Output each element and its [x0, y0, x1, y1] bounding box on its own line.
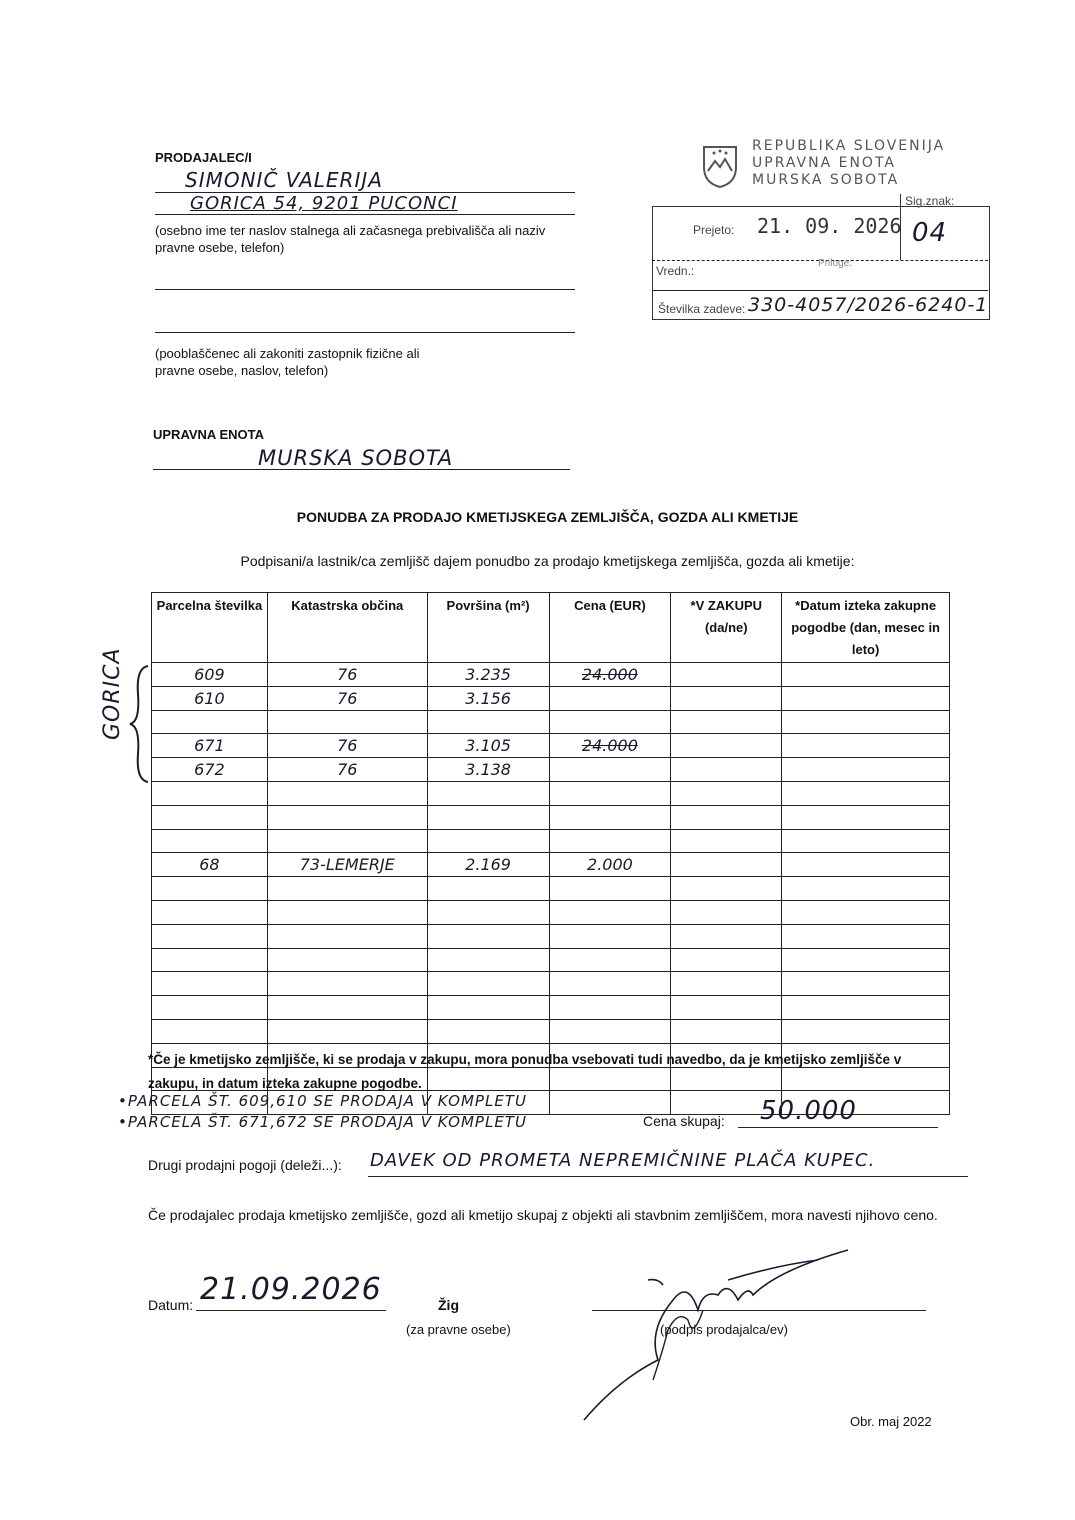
table-row — [152, 781, 950, 805]
table-cell — [427, 924, 549, 948]
table-cell: 609 — [152, 663, 268, 687]
form-version: Obr. maj 2022 — [850, 1414, 932, 1429]
table-cell — [152, 996, 268, 1020]
table-cell — [671, 996, 782, 1020]
table-row — [152, 948, 950, 972]
stamp-line2: UPRAVNA ENOTA — [752, 155, 896, 171]
table-cell — [267, 948, 427, 972]
table-row — [152, 686, 950, 710]
conditions-value: DAVEK OD PROMETA NEPREMIČNINE PLAČA KUPEC. — [370, 1150, 876, 1171]
table-cell — [671, 1019, 782, 1043]
table-cell — [549, 686, 671, 710]
table-cell — [782, 900, 950, 924]
table-cell — [152, 805, 268, 829]
seller-label: PRODAJALEC/I — [155, 150, 252, 165]
col-header: *Datum izteka zakupne pogodbe (dan, mesec in leto) — [782, 593, 950, 663]
table-cell — [671, 663, 782, 687]
total-label: Cena skupaj: — [643, 1113, 725, 1129]
table-cell: 2.000 — [549, 853, 671, 877]
table-cell — [549, 758, 671, 782]
table-cell: 24.000 — [549, 734, 671, 758]
table-cell — [671, 924, 782, 948]
table-cell — [427, 996, 549, 1020]
table-cell — [267, 829, 427, 853]
table-cell — [782, 972, 950, 996]
table-cell — [152, 1019, 268, 1043]
seller-address: GORICA 54, 9201 PUCONCI — [190, 193, 458, 214]
table-cell — [427, 948, 549, 972]
prejeto-value: 21. 09. 2026 — [757, 214, 902, 238]
note-2: •PARCELA ŠT. 671,672 SE PRODAJA V KOMPLETU — [118, 1113, 527, 1131]
table-cell — [671, 781, 782, 805]
table-cell — [671, 948, 782, 972]
total-value: 50.000 — [760, 1096, 857, 1126]
zig-hint: (za pravne osebe) — [406, 1322, 511, 1337]
vredn-label: Vredn.: — [656, 264, 695, 278]
table-cell — [267, 972, 427, 996]
stevilka-value: 330-4057/2026-6240-1 — [748, 294, 989, 316]
zig-label: Žig — [438, 1297, 459, 1313]
table-row — [152, 853, 950, 877]
table-cell — [782, 996, 950, 1020]
table-cell — [549, 1019, 671, 1043]
datum-line — [196, 1310, 386, 1311]
table-cell — [267, 900, 427, 924]
conditions-label: Drugi prodajni pogoji (deleži...): — [148, 1157, 342, 1173]
margin-note: GORICA — [100, 647, 125, 740]
blank-line-2 — [155, 332, 575, 333]
table-row — [152, 900, 950, 924]
intro-text: Podpisani/a lastnik/ca zemljišč dajem ponudbo za prodajo kmetijskega zemljišča, gozda ali kmetije: — [240, 553, 855, 569]
table-cell: 610 — [152, 686, 268, 710]
page-title: PONUDBA ZA PRODAJO KMETIJSKEGA ZEMLJIŠČA, GOZDA ALI KMETIJE — [296, 509, 799, 525]
table-cell — [782, 924, 950, 948]
table-row — [152, 734, 950, 758]
table-cell — [427, 877, 549, 901]
table-row — [152, 996, 950, 1020]
table-cell: 2.169 — [427, 853, 549, 877]
table-row — [152, 758, 950, 782]
table-cell — [267, 1019, 427, 1043]
table-cell — [549, 710, 671, 734]
table-cell — [152, 948, 268, 972]
total-line — [738, 1127, 938, 1128]
table-cell: 76 — [267, 758, 427, 782]
table-cell — [152, 710, 268, 734]
table-cell — [782, 877, 950, 901]
table-cell — [427, 710, 549, 734]
priloge-label: Priloge: — [818, 258, 852, 269]
table-row — [152, 829, 950, 853]
table-cell — [671, 805, 782, 829]
parcel-table — [151, 592, 950, 1115]
table-cell — [549, 900, 671, 924]
table-cell — [782, 1019, 950, 1043]
table-cell — [427, 781, 549, 805]
table-cell: 76 — [267, 686, 427, 710]
col-header: Cena (EUR) — [549, 593, 671, 663]
table-cell — [427, 805, 549, 829]
table-row — [152, 663, 950, 687]
col-header: Katastrska občina — [267, 593, 427, 663]
ue-line — [153, 469, 570, 470]
table-cell — [549, 781, 671, 805]
table-cell — [427, 900, 549, 924]
coat-of-arms-icon — [700, 143, 740, 189]
signature-label: (podpis prodajalca/ev) — [660, 1322, 788, 1337]
table-cell — [782, 853, 950, 877]
blank-line-1 — [155, 289, 575, 290]
table-cell — [671, 900, 782, 924]
handwritten-signature — [578, 1240, 878, 1435]
sig-value: 04 — [912, 218, 948, 248]
table-cell — [152, 829, 268, 853]
table-cell: 24.000 — [549, 663, 671, 687]
table-cell — [782, 829, 950, 853]
table-cell — [782, 805, 950, 829]
table-cell: 76 — [267, 734, 427, 758]
seller-hint: (osebno ime ter naslov stalnega ali začasnega prebivališča ali naziv pravne osebe, telefon) — [155, 223, 546, 255]
table-cell — [427, 1019, 549, 1043]
stamp-line1: REPUBLIKA SLOVENIJA — [752, 138, 946, 154]
table-row — [152, 710, 950, 734]
ue-value: MURSKA SOBOTA — [258, 446, 454, 470]
table-cell — [549, 996, 671, 1020]
table-cell — [671, 686, 782, 710]
datum-label: Datum: — [148, 1297, 194, 1313]
table-cell — [267, 710, 427, 734]
table-cell — [782, 781, 950, 805]
conditions-line — [368, 1176, 968, 1177]
table-cell — [782, 758, 950, 782]
rep-hint: (pooblaščenec ali zakoniti zastopnik fizične ali pravne osebe, naslov, telefon) — [155, 346, 420, 378]
ue-label: UPRAVNA ENOTA — [153, 427, 264, 442]
table-cell: 68 — [152, 853, 268, 877]
datum-value: 21.09.2026 — [200, 1272, 382, 1307]
table-cell — [267, 996, 427, 1020]
table-cell — [782, 734, 950, 758]
table-cell — [782, 686, 950, 710]
table-cell — [427, 829, 549, 853]
seller-address-line — [155, 214, 575, 215]
prejeto-label: Prejeto: — [693, 223, 735, 237]
table-cell — [671, 877, 782, 901]
table-cell: 672 — [152, 758, 268, 782]
table-cell — [152, 877, 268, 901]
table-cell: 3.138 — [427, 758, 549, 782]
table-cell: 3.156 — [427, 686, 549, 710]
col-header: Površina (m²) — [427, 593, 549, 663]
table-cell: 73-LEMERJE — [267, 853, 427, 877]
stamp-divider-2 — [652, 290, 988, 291]
table-cell: 76 — [267, 663, 427, 687]
table-cell — [671, 829, 782, 853]
table-row — [152, 877, 950, 901]
table-cell — [671, 710, 782, 734]
note-1: •PARCELA ŠT. 609,610 SE PRODAJA V KOMPLETU — [118, 1092, 527, 1110]
table-row — [152, 924, 950, 948]
table-cell — [782, 710, 950, 734]
sig-label: Sig.znak: — [905, 194, 955, 208]
table-cell — [671, 972, 782, 996]
stevilka-label: Številka zadeve: — [658, 302, 746, 316]
table-cell — [152, 900, 268, 924]
table-cell — [549, 948, 671, 972]
table-row — [152, 805, 950, 829]
seller-name: SIMONIČ VALERIJA — [185, 168, 383, 192]
table-cell — [782, 663, 950, 687]
table-cell — [671, 734, 782, 758]
table-cell — [152, 924, 268, 948]
table-cell — [549, 877, 671, 901]
table-cell: 3.235 — [427, 663, 549, 687]
brace-icon — [128, 664, 152, 789]
col-header: Parcelna številka — [152, 593, 268, 663]
table-cell — [267, 877, 427, 901]
table-cell — [152, 972, 268, 996]
table-cell — [671, 758, 782, 782]
table-cell — [267, 805, 427, 829]
table-cell — [782, 948, 950, 972]
table-cell — [427, 972, 549, 996]
col-header: *V ZAKUPU (da/ne) — [671, 593, 782, 663]
table-cell — [267, 781, 427, 805]
table-cell: 671 — [152, 734, 268, 758]
table-row — [152, 1019, 950, 1043]
table-cell — [549, 829, 671, 853]
table-cell — [671, 853, 782, 877]
footnote: *Če je kmetijsko zemljišče, ki se prodaja v zakupu, mora ponudba vsebovati tudi navedbo, da je kmetijsko zemljišče v zakupu, in datum izteka zakupne pogodbe. — [148, 1052, 902, 1091]
stamp-line3: MURSKA SOBOTA — [752, 172, 900, 188]
table-cell — [267, 924, 427, 948]
table-cell — [152, 781, 268, 805]
table-cell — [549, 972, 671, 996]
table-cell — [549, 805, 671, 829]
table-cell — [549, 924, 671, 948]
table-cell: 3.105 — [427, 734, 549, 758]
table-row — [152, 972, 950, 996]
object-note: Če prodajalec prodaja kmetijsko zemljišče, gozd ali kmetijo skupaj z objekti ali stavbnim zemljiščem, mora navesti njihovo ceno. — [148, 1207, 938, 1223]
